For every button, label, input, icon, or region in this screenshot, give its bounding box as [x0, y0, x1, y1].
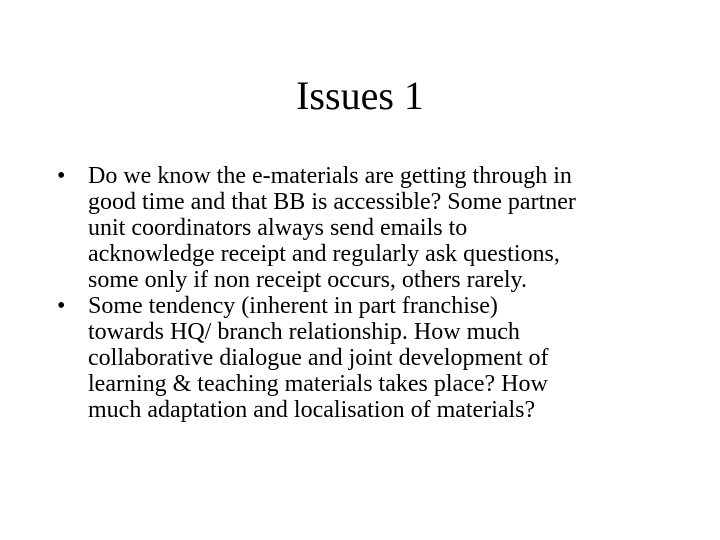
bullet-1-line-1: Do we know the e-materials are getting through in: [88, 163, 572, 189]
bullet-1-line-4: acknowledge receipt and regularly ask questions,: [88, 241, 560, 267]
bullet-2-line-2: towards HQ/ branch relationship. How much: [88, 319, 520, 345]
bullet-1-line-3: unit coordinators always send emails to: [88, 215, 468, 241]
bullet-1-line-2: good time and that BB is accessible? Some partner: [88, 189, 576, 215]
bullet-marker-icon: •: [57, 163, 66, 189]
bullet-2-line-1: Some tendency (inherent in part franchise): [88, 293, 498, 319]
bullet-text-1: [88, 163, 660, 293]
bullet-item-2: [0, 293, 720, 423]
slide-title: [0, 70, 720, 122]
bullet-marker-icon: •: [57, 293, 66, 319]
bullet-2-line-5: much adaptation and localisation of materials?: [88, 397, 536, 423]
bullet-2-line-3: collaborative dialogue and joint development of: [88, 345, 549, 371]
bullet-1-line-5: some only if non receipt occurs, others rarely.: [88, 267, 527, 293]
bullet-text-2: [88, 293, 660, 423]
bullet-list: [0, 163, 720, 423]
slide-title-text: Issues 1: [296, 73, 424, 118]
bullet-item-1: [0, 163, 720, 293]
bullet-2-line-4: learning & teaching materials takes place? How: [88, 371, 548, 397]
